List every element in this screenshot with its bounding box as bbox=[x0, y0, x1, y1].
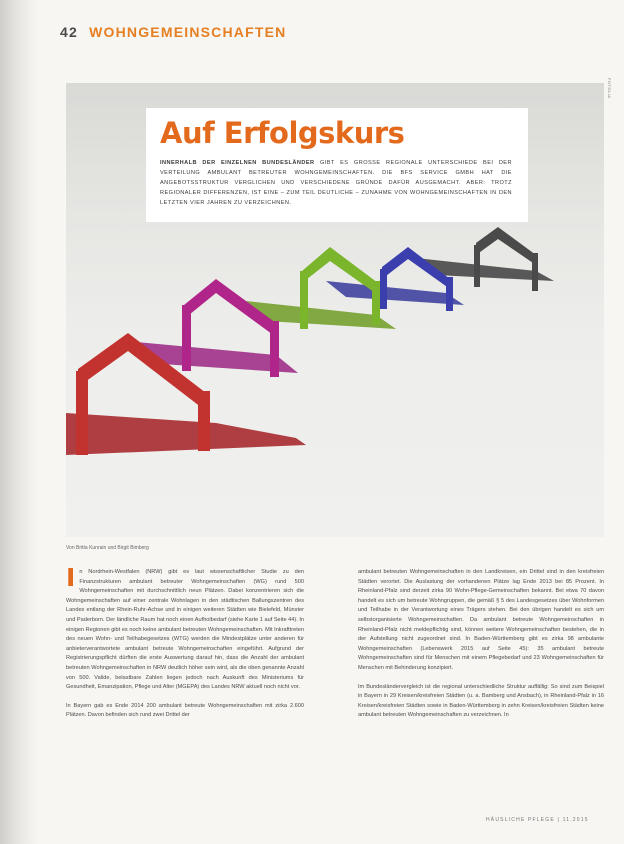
page-number: 42 bbox=[60, 24, 78, 40]
grey-house bbox=[474, 227, 538, 291]
paragraph: In Bayern gab es Ende 2014 200 ambulant betreute Wohngemeinschaften mit zirka 2.600 Plätzen. Davon befinden sich rund zwei Drittel der bbox=[66, 702, 304, 719]
text-column-right bbox=[358, 568, 604, 730]
lead-bold: INNERHALB DER EINZELNEN BUNDESLÄNDER bbox=[160, 160, 315, 166]
page-header bbox=[60, 24, 286, 40]
red-house-floor bbox=[66, 413, 306, 455]
page-footer: HÄUSLICHE PFLEGE | 11.2015 bbox=[486, 817, 589, 823]
byline: Von Britta Kunrain und Birgit Bimberg bbox=[66, 545, 149, 551]
blue-house-floor bbox=[326, 281, 464, 305]
title-box bbox=[146, 108, 528, 222]
page-gutter-shadow bbox=[0, 0, 38, 844]
paragraph: ambulant betreuten Wohngemeinschaften in den Landkreisen, ein Drittel sind in den kreisfreien Städten verortet. Die Auslastung der vorhandenen Plätze lag Ende 2013 bei 85 Prozent. In Rheinland-Pfalz sind derzeit zirka 90 Wohn-Pflege-Gemeinschaften bekannt. Bei etwa 70 davon handelt es sich um betreute Wohngruppen, die gemäß § 5 des Landesgesetzes über Wohnformen und Teilhabe in der Verantwortung eines Trägers stehen. Bei den übrigen handelt es sich um selbstorganisierte Wohngemeinschaften. Da ambulant betreute Wohngemeinschaften in Rheinland-Pfalz nicht meldepflichtig sind, können weitere Wohngemeinschaften bestehen, die in der Aufstellung nicht zugeordnet sind. In Baden-Württemberg gibt es zirka 98 ambulante Wohngemeinschaften (Lebenswerk 2015 auf Seite 45): 35 ambulant betreute Wohngemeinschaften sind für Menschen mit einem Pflegebedarf und 23 Wohngemeinschaften für Menschen mit Behinderung konzipiert. bbox=[358, 569, 604, 671]
paragraph: Im Bundesländervergleich ist die regional unterschiedliche Struktur auffällig: So sind zum Beispiel in Bayern in 29 Kreisen/kreisfreien Städten (u. a. Bamberg und Ansbach), in Rheinland-Pfalz in 16 Kreisen/kreisfreien Städten sowie in Baden-Württemberg in zehn Kreisen/kreisfreien Städten keine ambulant betreuten Wohngemeinschaften zu verzeichnen. In bbox=[358, 683, 604, 719]
article-lead bbox=[160, 158, 512, 208]
text-column-left bbox=[66, 563, 304, 730]
paragraph-text: n Nordrhein-Westfalen (NRW) gibt es laut wissenschaftlicher Studie zu den Finanzstrukturen ambulant betreuter Wohngemeinschaften (WG) rund 500 Wohngemeinschaften mit durchschnittlich neun Plätzen. Dabei konzentrieren sich die Wohngemeinschaften auf einer zentrale Wohnlagen in den städtischen Ballungszentren des Landes entlang der Rhein-Ruhr-Achse und in einigen weiteren Städten wie Bielefeld, Münster und Paderborn. Der ländliche Raum hat noch einen Aufholbedarf (siehe Karte 1 auf Seite 44). In einigen Regionen gibt es noch keine ambulant betreuten Wohngemeinschaften. Mit Inkrafttreten des neuen Wohn- und Teilhabegesetzes (WTG) werden die Mindestplätze unter anderen für anbieterverantwortete ambulant betreute Wohngemeinschaften eingeführt. Aufgrund der Registrierungspflicht dürften die erste Auswertung darauf hin, dass die Anzahl der ambulant betreuten Wohngemeinschaften in NRW deutlich höher sein wird, als die oben genannte Anzahl von 500. Valide, belastbare Zahlen liegen jedoch nach Auskunft des Ministeriums für Gesundheit, Emanzipation, Pflege und Alter (MGEPA) des Landes NRW aktuell noch nicht vor. bbox=[66, 569, 304, 691]
drop-cap: I bbox=[66, 563, 76, 592]
article-title: Auf Erfolgskurs bbox=[160, 116, 405, 150]
section-title: WOHNGEMEINSCHAFTEN bbox=[89, 24, 287, 40]
paragraph bbox=[66, 563, 304, 693]
photo-credit: FOTOLIA bbox=[607, 78, 612, 99]
lead-text: GIBT ES GROSSE REGIONALE UNTERSCHIEDE BEI DER VERTEILUNG AMBULANT BETREUTER WOHNGEMEINSCHAFTEN. DIE BFS SERVICE GMBH HAT DIE ANGEBOTSSTRUKTUR VERGLICHEN UND VERSCHIEDENE GRÜNDE DAFÜR AUSGEMACHT. ABER: TROTZ REGIONALER DIFFERENZEN, IST EINE – ZUM TEIL DEUTLICHE – ZUNAHME VON WOHNGEMEINSCHAFTEN IN DEN LETZTEN VIER JAHREN ZU VERZEICHNEN. bbox=[160, 160, 512, 206]
